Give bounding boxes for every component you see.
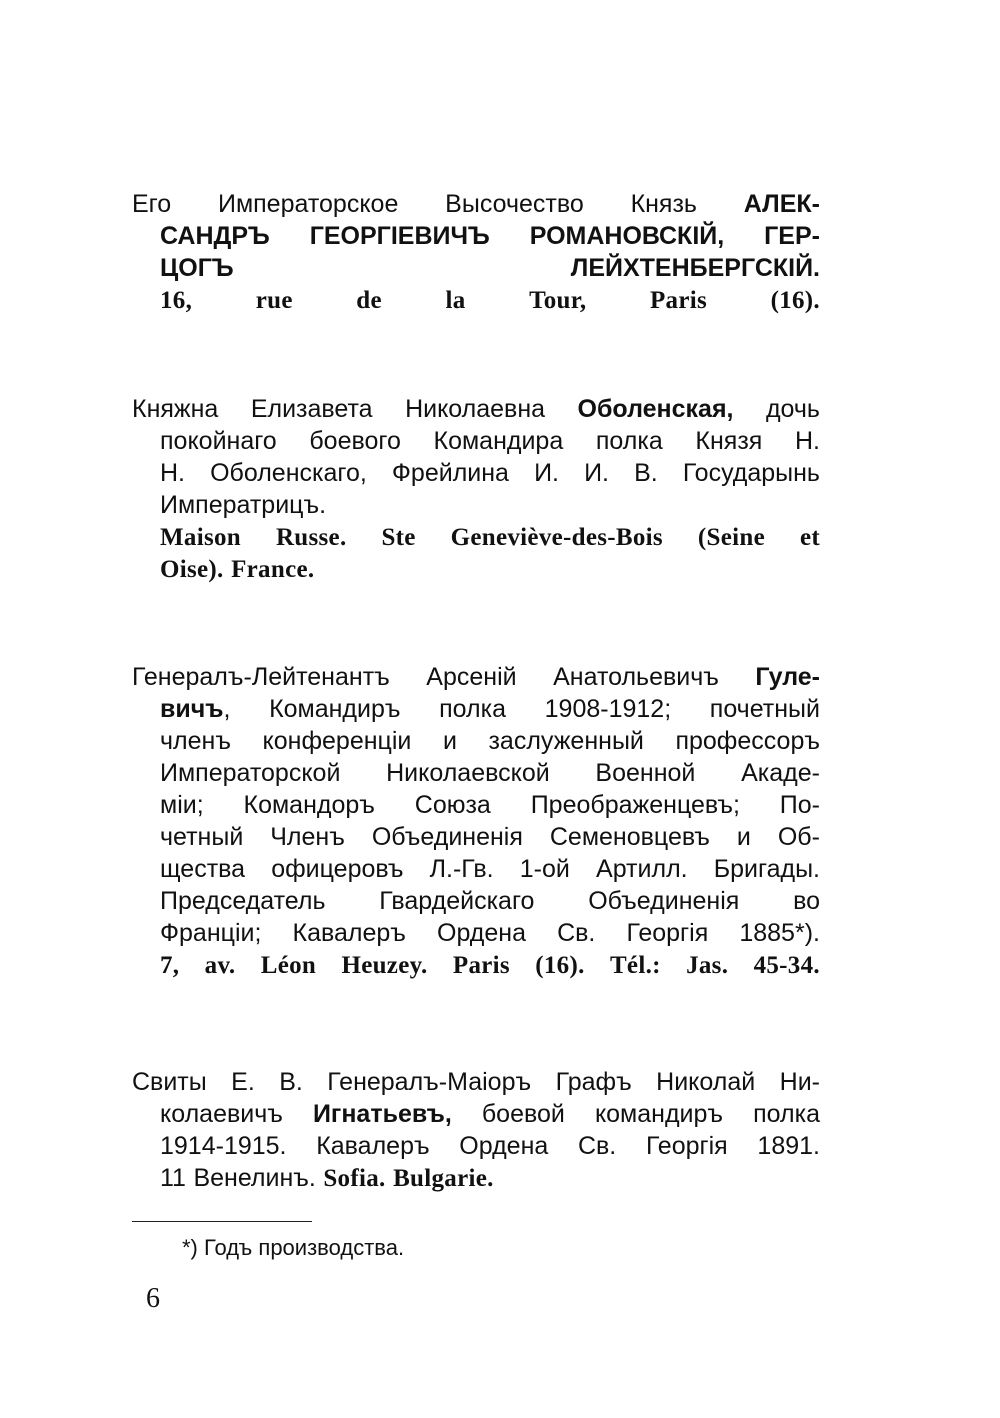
word	[482, 1098, 565, 1130]
word-part: полка	[439, 695, 507, 723]
word-part: покойнаго	[160, 427, 277, 455]
word	[251, 393, 373, 425]
word-part: Jas.	[686, 952, 729, 979]
word	[488, 725, 643, 757]
word-part: Георгія	[626, 919, 709, 947]
entry-line	[132, 220, 820, 252]
word	[316, 1130, 429, 1162]
word	[160, 489, 326, 521]
word	[754, 949, 820, 981]
word	[695, 425, 762, 457]
word	[530, 220, 724, 252]
word-part: Фрейлина	[391, 459, 509, 487]
word-part: Франціи;	[160, 919, 262, 947]
entry-obolenskaya	[132, 393, 820, 585]
word-part: Объединенія	[588, 887, 740, 915]
word	[160, 885, 325, 917]
word-part: Анатольевичъ	[553, 663, 719, 691]
word	[631, 188, 697, 220]
word-part: Елизавета	[250, 395, 373, 423]
word-part: (16).	[770, 287, 820, 314]
word-part: дочь	[765, 395, 820, 423]
word	[430, 853, 494, 885]
word-part: командиръ	[594, 1100, 724, 1128]
word-part: В.	[634, 459, 658, 487]
word	[279, 1066, 303, 1098]
entry-line	[132, 1130, 820, 1162]
word	[741, 757, 820, 789]
word-part: France.	[231, 556, 315, 583]
word	[757, 1130, 820, 1162]
word-part: Императрицъ.	[160, 491, 327, 519]
word-part: и	[736, 823, 751, 851]
word-part: et	[799, 524, 820, 551]
word-part: Ни-	[779, 1068, 820, 1096]
word-part: почетный	[709, 695, 820, 723]
word	[686, 949, 728, 981]
word	[270, 821, 345, 853]
word	[445, 188, 584, 220]
word-part: Кавалеръ	[292, 919, 406, 947]
word-part: РОМАНОВСКІЙ,	[529, 222, 725, 250]
word	[596, 425, 663, 457]
word-part: Tour,	[529, 287, 587, 314]
word-part: Командира	[433, 427, 564, 455]
word-part: Княжна	[132, 395, 219, 423]
word-part: Bulgarie.	[393, 1165, 494, 1192]
word-part: Семеновцевъ	[549, 823, 710, 851]
word	[160, 553, 224, 585]
word	[392, 457, 509, 489]
entry-line	[132, 1098, 820, 1130]
word-part: Генералъ-Лейтенантъ	[132, 663, 390, 691]
entry-ignatiev	[132, 1066, 820, 1194]
entry-line	[132, 917, 820, 949]
word	[379, 885, 534, 917]
word-part: Игнатьевъ,	[312, 1100, 452, 1128]
word	[132, 393, 218, 425]
entry-line	[132, 757, 820, 789]
word	[795, 425, 820, 457]
word	[675, 725, 820, 757]
word	[160, 853, 245, 885]
word	[269, 693, 400, 725]
word	[327, 1066, 531, 1098]
word-part: 1-ой	[519, 855, 570, 883]
word-part: конференціи	[262, 727, 412, 755]
word-part: 7,	[160, 952, 180, 979]
word-part: de	[356, 287, 382, 314]
entry-line	[132, 252, 820, 284]
word	[714, 853, 820, 885]
word	[231, 553, 314, 585]
word	[426, 661, 516, 693]
word	[437, 917, 526, 949]
word-part: Оболенская,	[577, 395, 734, 423]
word-part: профессоръ	[675, 727, 820, 755]
word	[313, 1098, 452, 1130]
word-part: Бригады.	[713, 855, 820, 883]
entry-line	[132, 885, 820, 917]
word-part: ГЕР-	[764, 222, 820, 250]
word	[341, 949, 427, 981]
word	[553, 661, 719, 693]
word	[160, 521, 241, 553]
word-part: Ордена	[459, 1132, 549, 1160]
entry-romanovsky	[132, 188, 820, 316]
word-part: Членъ	[270, 823, 345, 851]
word-part: полка	[595, 427, 663, 455]
word-part: боевой	[481, 1100, 565, 1128]
word-part: В.	[279, 1068, 303, 1096]
word	[556, 1066, 632, 1098]
word	[231, 1066, 255, 1098]
word	[596, 853, 688, 885]
word-part: 45-34.	[753, 952, 820, 979]
word	[771, 284, 820, 316]
word	[780, 1066, 820, 1098]
word	[160, 949, 179, 981]
word	[210, 457, 367, 489]
word-part: АЛЕК-	[743, 190, 820, 218]
word	[764, 220, 820, 252]
word	[626, 917, 708, 949]
word-part: ,	[223, 695, 231, 723]
word-part: Николаевна	[405, 395, 546, 423]
word	[218, 188, 398, 220]
word-part: щества	[160, 855, 246, 883]
word-part: Гуле-	[755, 663, 820, 691]
entry-line	[132, 821, 820, 853]
word	[766, 393, 820, 425]
entry-line	[132, 425, 820, 457]
word	[132, 1066, 207, 1098]
word	[588, 885, 739, 917]
footnote-divider	[132, 1221, 312, 1222]
word-part: Преображенцевъ;	[530, 791, 740, 819]
word	[160, 220, 270, 252]
word-part: ГЕОРГІЕВИЧЪ	[309, 222, 490, 250]
word	[683, 457, 820, 489]
word	[520, 853, 570, 885]
word-part: av.	[204, 952, 236, 979]
word	[571, 252, 820, 284]
word	[793, 885, 820, 917]
word	[445, 284, 465, 316]
word-part: rue	[255, 287, 293, 314]
word	[160, 284, 192, 316]
word-part: Оболенскаго,	[210, 459, 367, 487]
word-part: (16).	[535, 952, 585, 979]
word	[550, 821, 710, 853]
word-part: Графъ	[555, 1068, 632, 1096]
word-part: Военной	[595, 759, 696, 787]
word	[160, 757, 340, 789]
word	[405, 393, 545, 425]
word-part: Георгія	[645, 1132, 728, 1160]
word	[434, 425, 564, 457]
entry-line	[132, 489, 820, 521]
word	[545, 693, 672, 725]
word	[453, 949, 510, 981]
word-part: Командоръ	[243, 791, 375, 819]
word-part: По-	[779, 791, 820, 819]
word	[263, 725, 412, 757]
word	[160, 1098, 283, 1130]
word-part: полка	[753, 1100, 820, 1128]
word	[610, 949, 661, 981]
word	[160, 1162, 186, 1194]
word	[737, 821, 751, 853]
word	[261, 949, 316, 981]
word	[778, 821, 820, 853]
word-part: Geneviève-des-Bois	[450, 524, 663, 551]
word-part: Tél.:	[609, 952, 661, 979]
word	[160, 252, 234, 284]
word	[256, 284, 293, 316]
word	[534, 457, 559, 489]
word	[160, 693, 230, 725]
word	[439, 693, 506, 725]
word-part: 16,	[160, 287, 193, 314]
word	[293, 917, 406, 949]
word-part: Арсеній	[426, 663, 517, 691]
word-part: ЦОГЪ	[160, 254, 234, 282]
entry-line	[132, 457, 820, 489]
word-part: Командиръ	[269, 695, 401, 723]
entry-line	[132, 693, 820, 725]
word	[557, 917, 595, 949]
word-part: четный	[160, 823, 244, 851]
word	[372, 821, 523, 853]
entry-line	[132, 853, 820, 885]
word-part: Ste	[381, 524, 416, 551]
word-part: Л.-Гв.	[429, 855, 494, 883]
word-part: ЛЕЙХТЕНБЕРГСКІЙ.	[570, 254, 820, 282]
word	[531, 789, 740, 821]
word-part: САНДРЪ	[160, 222, 270, 250]
word-part: офицеровъ	[271, 855, 404, 883]
word	[160, 821, 243, 853]
word	[271, 853, 403, 885]
word-part: Союза	[414, 791, 491, 819]
word-part: Николай	[656, 1068, 756, 1096]
word-part: 1914-1915.	[160, 1132, 287, 1160]
word-part: Св.	[557, 919, 596, 947]
word-part: Об-	[777, 823, 820, 851]
word-part: 11	[160, 1164, 186, 1192]
word	[578, 1130, 616, 1162]
word	[160, 789, 204, 821]
word	[535, 949, 584, 981]
word	[800, 521, 820, 553]
word	[650, 284, 707, 316]
word-part: Léon	[260, 952, 317, 979]
word-part: Государынь	[682, 459, 820, 487]
entry-address-line	[132, 949, 820, 981]
word	[310, 220, 490, 252]
word	[160, 725, 231, 757]
word	[393, 1162, 494, 1194]
entry-line	[132, 789, 820, 821]
word-part: Председатель	[160, 887, 326, 915]
word-part: Императорской	[160, 759, 341, 787]
word-part: Heuzey.	[341, 952, 428, 979]
word	[739, 917, 820, 949]
word	[193, 1162, 315, 1194]
word-part: міи;	[160, 791, 204, 819]
word-part: 1885*).	[739, 919, 820, 947]
word-part: Объединенія	[371, 823, 523, 851]
word-part: (Seine	[697, 524, 765, 551]
word	[753, 1098, 820, 1130]
word	[244, 789, 375, 821]
word	[710, 693, 820, 725]
word-part: Paris	[452, 952, 510, 979]
entry-first-line	[132, 393, 820, 425]
word-part: Paris	[649, 287, 708, 314]
word-part: Венелинъ.	[193, 1164, 316, 1192]
word	[132, 188, 171, 220]
word	[160, 457, 185, 489]
word	[780, 789, 820, 821]
entry-gulevich	[132, 661, 820, 981]
word	[451, 521, 663, 553]
word-part: боевого	[309, 427, 401, 455]
word-part: Императорское	[217, 190, 399, 218]
word	[656, 1066, 755, 1098]
word-part: Sofia.	[323, 1165, 386, 1192]
entry-address-line	[132, 284, 820, 316]
word-part: И.	[534, 459, 559, 487]
word-part: Князя	[695, 427, 763, 455]
word	[443, 725, 457, 757]
word-part: Генералъ-Маіоръ	[327, 1068, 532, 1096]
word	[356, 284, 382, 316]
word-part: Oise).	[160, 556, 224, 583]
word-part: заслуженный	[488, 727, 644, 755]
word	[386, 757, 550, 789]
word-part: Св.	[577, 1132, 617, 1160]
word-part: Е.	[231, 1068, 255, 1096]
entry-first-line	[132, 188, 820, 220]
word	[595, 757, 695, 789]
word	[132, 661, 390, 693]
word	[160, 1130, 287, 1162]
word-part: Ордена	[437, 919, 526, 947]
entry-line	[132, 1162, 820, 1194]
word-part: Высочество	[445, 190, 584, 218]
word	[744, 188, 820, 220]
word-part: Maison	[160, 524, 241, 551]
word-part: Кавалеръ	[316, 1132, 430, 1160]
word-part: И.	[584, 459, 609, 487]
word	[646, 1130, 728, 1162]
word	[323, 1162, 385, 1194]
word-part: Свиты	[132, 1068, 207, 1096]
word-part: Артилл.	[596, 855, 688, 883]
word	[578, 393, 734, 425]
word-part: колаевичъ	[160, 1100, 283, 1128]
word-part: Николаевской	[386, 759, 550, 787]
word-part: во	[793, 887, 820, 915]
word	[459, 1130, 548, 1162]
word-part: вичъ	[160, 695, 224, 723]
entry-line	[132, 725, 820, 757]
word-part: Russe.	[275, 524, 347, 551]
word-part: Акаде-	[741, 759, 820, 787]
page-number: 6	[146, 1283, 160, 1314]
word-part: Н.	[160, 459, 185, 487]
word-part: la	[445, 287, 466, 314]
word	[276, 521, 347, 553]
word	[415, 789, 491, 821]
entry-first-line	[132, 1066, 820, 1098]
word-part: 1908-1912;	[544, 695, 672, 723]
word	[381, 521, 415, 553]
word	[309, 425, 401, 457]
entry-first-line	[132, 661, 820, 693]
entry-address-line	[132, 553, 820, 585]
word	[634, 457, 658, 489]
word-part: Его	[132, 190, 172, 218]
word-part: Н.	[794, 427, 820, 455]
word	[529, 284, 586, 316]
word-part: Князь	[630, 190, 697, 218]
word-part: Гвардейскаго	[379, 887, 535, 915]
entry-address-line	[132, 521, 820, 553]
word	[160, 917, 261, 949]
word	[755, 661, 820, 693]
word-part: 1891.	[757, 1132, 820, 1160]
word	[595, 1098, 723, 1130]
word	[698, 521, 765, 553]
word-part: и	[442, 727, 457, 755]
footnote: *) Годъ производства.	[182, 1235, 405, 1260]
word	[205, 949, 236, 981]
word-part: членъ	[160, 727, 231, 755]
word	[160, 425, 277, 457]
word	[584, 457, 609, 489]
